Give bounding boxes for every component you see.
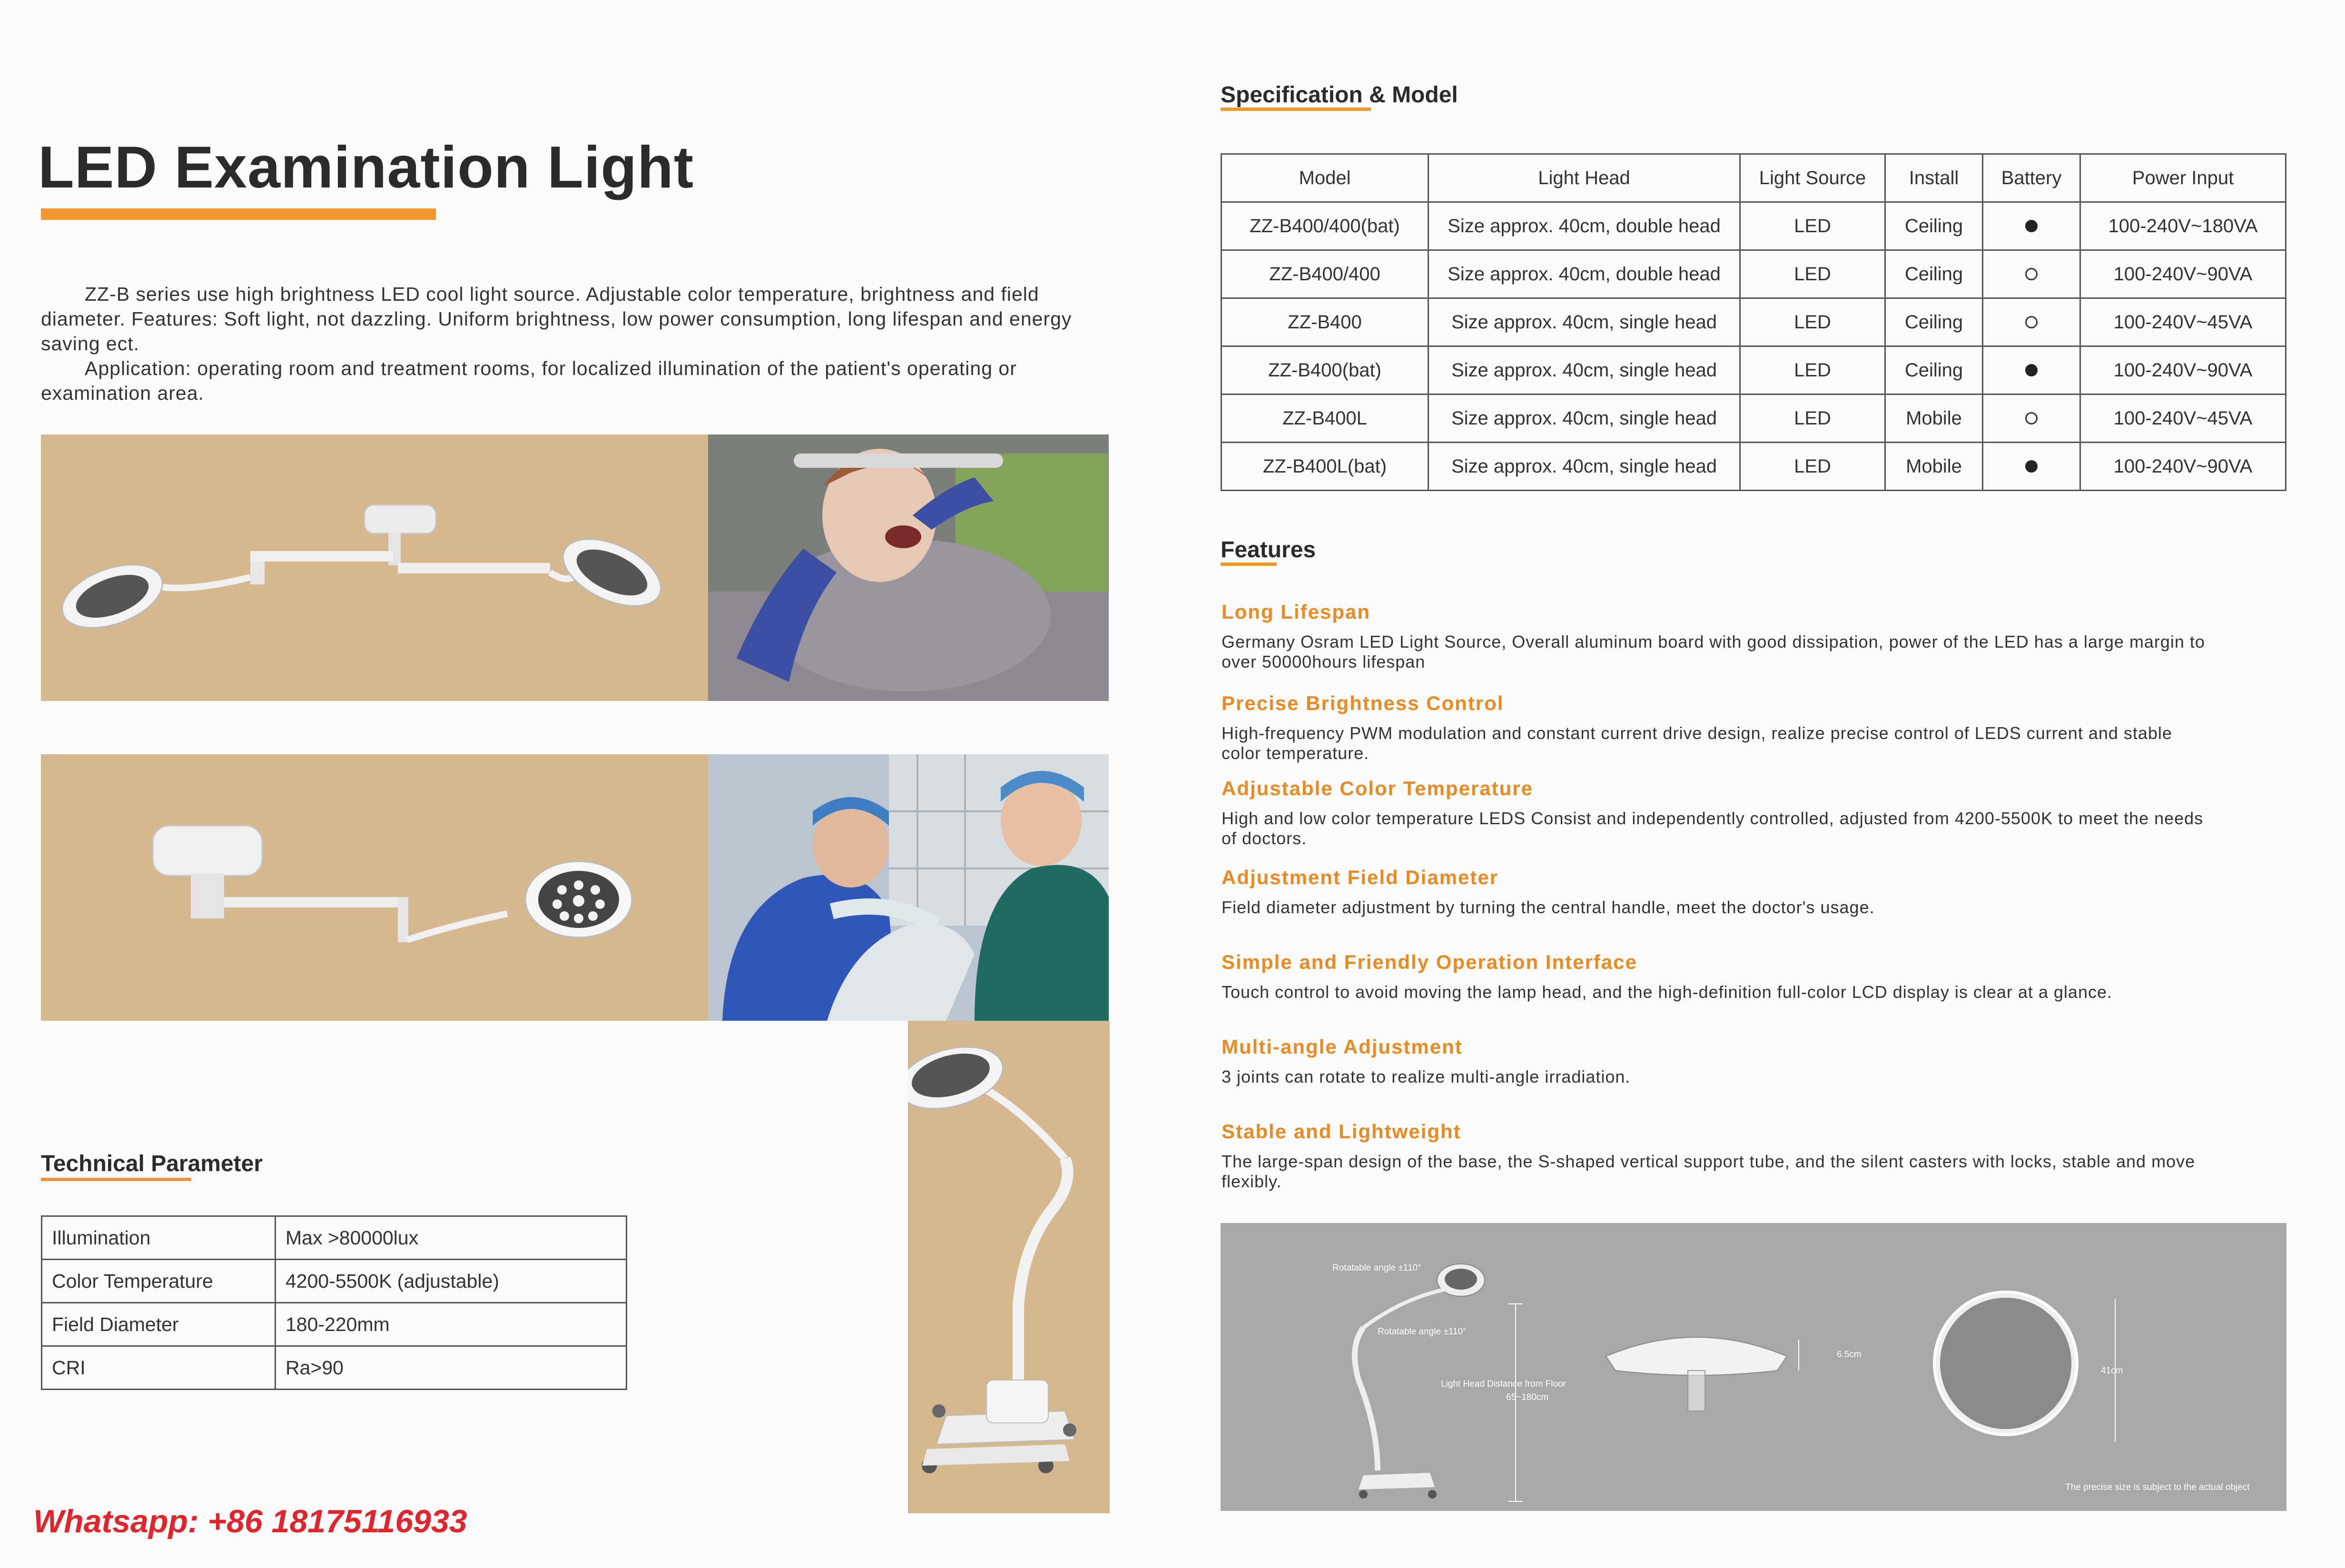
param-name: Field Diameter xyxy=(42,1303,276,1346)
install-cell: Mobile xyxy=(1885,394,1983,443)
feature-title-long-lifespan: Long Lifespan xyxy=(1222,601,1370,623)
table-row xyxy=(1222,443,2286,491)
feature-desc-color-temperature: High and low color temperature LEDS Consist and independently controlled, adjusted from 4200-5500K to meet the needs of doctors. xyxy=(1222,809,2204,848)
param-name: CRI xyxy=(42,1346,276,1390)
diameter-label: 41cm xyxy=(2101,1366,2123,1376)
single-head-light-panel xyxy=(41,754,714,1021)
specification-heading: Specification & Model xyxy=(1221,82,1458,108)
table-row xyxy=(1222,346,2286,394)
param-name: Illumination xyxy=(42,1216,276,1260)
battery-included-icon xyxy=(2025,364,2038,376)
technical-heading-underline xyxy=(41,1178,191,1181)
header-model: Model xyxy=(1222,154,1429,202)
size-disclaimer: The precise size is subject to the actual object xyxy=(2065,1482,2250,1492)
power-input-cell: 100-240V~180VA xyxy=(2080,202,2286,250)
power-input-cell: 100-240V~45VA xyxy=(2080,298,2286,346)
surgery-scene xyxy=(708,754,1109,1021)
distance-value: 65~180cm xyxy=(1506,1392,1549,1402)
specification-table xyxy=(1221,153,2286,491)
single-head-lamp-illustration xyxy=(41,754,714,1021)
title-underline xyxy=(41,208,436,220)
dental-exam-photo xyxy=(708,434,1109,701)
feature-desc-long-lifespan: Germany Osram LED Light Source, Overall aluminum board with good dissipation, power of the LED has a large margin to over 50000hours lifespan xyxy=(1222,632,2205,671)
light-source-cell: LED xyxy=(1740,202,1885,250)
feature-desc-stable-lightweight: The large-span design of the base, the S-shaped vertical support tube, and the silent casters with locks, stable and move flexibly. xyxy=(1222,1152,2196,1191)
model-cell: ZZ-B400(bat) xyxy=(1222,346,1429,394)
table-row xyxy=(42,1346,627,1390)
feature-title-brightness-control: Precise Brightness Control xyxy=(1222,692,1504,714)
feature-title-stable-lightweight: Stable and Lightweight xyxy=(1222,1120,1461,1143)
model-cell: ZZ-B400L(bat) xyxy=(1222,443,1429,491)
table-row xyxy=(1222,250,2286,298)
model-cell: ZZ-B400L xyxy=(1222,394,1429,443)
table-row xyxy=(1222,298,2286,346)
header-light-source: Light Source xyxy=(1740,154,1885,202)
battery-not-included-icon xyxy=(2025,268,2038,280)
power-input-cell: 100-240V~90VA xyxy=(2080,346,2286,394)
mobile-lamp-illustration xyxy=(908,1021,1110,1513)
intro-paragraph-features: ZZ-B series use high brightness LED cool light source. Adjustable color temperature, brightness and field diameter. Features: Soft light, not dazzling. Uniform brightness, low power consumption, long lifespan and energy saving ect. xyxy=(41,283,1072,355)
thickness-label: 6.5cm xyxy=(1837,1350,1862,1360)
features-heading: Features xyxy=(1221,537,1316,562)
battery-not-included-icon xyxy=(2025,316,2038,328)
table-row xyxy=(1222,202,2286,250)
technical-parameter-heading: Technical Parameter xyxy=(41,1151,263,1176)
mobile-light-panel xyxy=(908,1021,1110,1513)
header-power-input: Power Input xyxy=(2080,154,2286,202)
light-source-cell: LED xyxy=(1740,394,1885,443)
header-light-head: Light Head xyxy=(1429,154,1740,202)
light-head-cell: Size approx. 40cm, double head xyxy=(1429,202,1740,250)
model-cell: ZZ-B400/400 xyxy=(1222,250,1429,298)
dental-exam-scene xyxy=(708,434,1109,701)
battery-cell xyxy=(1983,346,2080,394)
rotation-label-arm: Rotatable angle ±110° xyxy=(1378,1327,1467,1337)
dimensions-panel xyxy=(1221,1223,2286,1511)
surgery-photo xyxy=(708,754,1109,1021)
light-source-cell: LED xyxy=(1740,298,1885,346)
specification-heading-underline xyxy=(1221,108,1371,111)
param-value: Max >80000lux xyxy=(276,1216,627,1260)
feature-title-operation-interface: Simple and Friendly Operation Interface xyxy=(1222,951,1637,973)
light-source-cell: LED xyxy=(1740,443,1885,491)
battery-cell xyxy=(1983,250,2080,298)
power-input-cell: 100-240V~90VA xyxy=(2080,250,2286,298)
battery-not-included-icon xyxy=(2025,412,2038,424)
light-head-cell: Size approx. 40cm, single head xyxy=(1429,346,1740,394)
table-row xyxy=(42,1260,627,1303)
feature-desc-multi-angle: 3 joints can rotate to realize multi-angle irradiation. xyxy=(1222,1067,1631,1086)
feature-desc-brightness-control: High-frequency PWM modulation and constant current drive design, realize precise control of LEDS current and stable color temperature. xyxy=(1222,723,2172,763)
battery-cell xyxy=(1983,394,2080,443)
light-head-cell: Size approx. 40cm, single head xyxy=(1429,443,1740,491)
light-source-cell: LED xyxy=(1740,346,1885,394)
battery-included-icon xyxy=(2025,460,2038,473)
install-cell: Ceiling xyxy=(1885,250,1983,298)
header-battery: Battery xyxy=(1983,154,2080,202)
table-header-row xyxy=(1222,154,2286,202)
battery-cell xyxy=(1983,298,2080,346)
rotation-label-head: Rotatable angle ±110° xyxy=(1332,1263,1421,1273)
param-value: Ra>90 xyxy=(276,1346,627,1390)
intro-paragraph-application: Application: operating room and treatment rooms, for localized illumination of the patient's operating or examination area. xyxy=(41,357,1017,404)
model-cell: ZZ-B400 xyxy=(1222,298,1429,346)
light-source-cell: LED xyxy=(1740,250,1885,298)
model-cell: ZZ-B400/400(bat) xyxy=(1222,202,1429,250)
battery-included-icon xyxy=(2025,220,2038,232)
table-row xyxy=(1222,394,2286,443)
install-cell: Ceiling xyxy=(1885,346,1983,394)
install-cell: Ceiling xyxy=(1885,202,1983,250)
feature-title-field-diameter: Adjustment Field Diameter xyxy=(1222,866,1499,888)
feature-title-multi-angle: Multi-angle Adjustment xyxy=(1222,1035,1463,1058)
header-install: Install xyxy=(1885,154,1983,202)
double-head-light-panel xyxy=(41,434,714,701)
feature-desc-operation-interface: Touch control to avoid moving the lamp head, and the high-definition full-color LCD display is clear at a glance. xyxy=(1222,982,2112,1002)
light-head-cell: Size approx. 40cm, single head xyxy=(1429,394,1740,443)
power-input-cell: 100-240V~90VA xyxy=(2080,443,2286,491)
page-title: LED Examination Light xyxy=(38,135,694,200)
whatsapp-contact[interactable]: Whatsapp: +86 18175116933 xyxy=(33,1503,467,1539)
table-row xyxy=(42,1216,627,1260)
feature-desc-field-diameter: Field diameter adjustment by turning the central handle, meet the doctor's usage. xyxy=(1222,897,1875,917)
features-heading-underline xyxy=(1221,562,1277,566)
param-value: 4200-5500K (adjustable) xyxy=(276,1260,627,1303)
install-cell: Ceiling xyxy=(1885,298,1983,346)
distance-label: Light Head Distance from Floor xyxy=(1441,1379,1566,1389)
param-value: 180-220mm xyxy=(276,1303,627,1346)
feature-title-color-temperature: Adjustable Color Temperature xyxy=(1222,777,1533,799)
param-name: Color Temperature xyxy=(42,1260,276,1303)
install-cell: Mobile xyxy=(1885,443,1983,491)
intro-text xyxy=(41,282,1097,405)
double-head-lamp-illustration xyxy=(41,434,714,701)
light-head-cell: Size approx. 40cm, single head xyxy=(1429,298,1740,346)
power-input-cell: 100-240V~45VA xyxy=(2080,394,2286,443)
light-head-cell: Size approx. 40cm, double head xyxy=(1429,250,1740,298)
battery-cell xyxy=(1983,443,2080,491)
table-row xyxy=(42,1303,627,1346)
battery-cell xyxy=(1983,202,2080,250)
technical-parameter-table xyxy=(41,1215,627,1390)
